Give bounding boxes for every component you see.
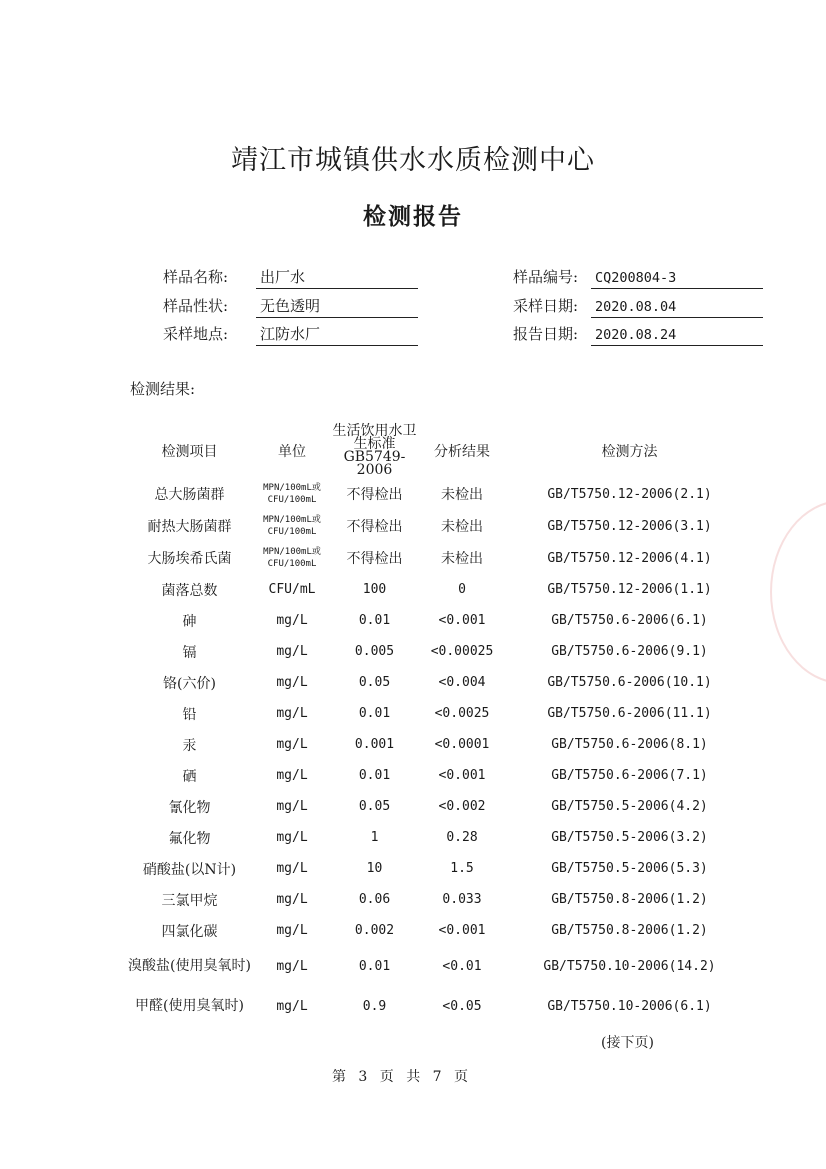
row-method: GB/T5750.12-2006(1.1) bbox=[547, 582, 712, 597]
row-method: GB/T5750.6-2006(10.1) bbox=[547, 675, 712, 690]
row-item: 四氯化碳 bbox=[161, 923, 218, 940]
row-item: 氰化物 bbox=[168, 799, 211, 816]
row-unit: MPN/100mL或CFU/100mL bbox=[263, 515, 321, 537]
continued-note: (接下页) bbox=[601, 1035, 654, 1051]
table-row bbox=[127, 915, 752, 946]
row-result: <0.00025 bbox=[430, 644, 494, 659]
row-method: GB/T5750.5-2006(4.2) bbox=[551, 799, 708, 814]
row-standard: 0.005 bbox=[354, 644, 395, 659]
row-item: 总大肠菌群 bbox=[154, 487, 225, 503]
row-method: GB/T5750.5-2006(3.2) bbox=[551, 830, 708, 845]
report-date-value: 2020.08.24 bbox=[591, 323, 763, 346]
row-result: <0.001 bbox=[438, 613, 486, 628]
row-result: 未检出 bbox=[441, 551, 483, 567]
row-result: 0.28 bbox=[446, 830, 478, 845]
row-method: GB/T5750.6-2006(11.1) bbox=[547, 706, 712, 721]
row-item: 汞 bbox=[182, 737, 197, 754]
header-standard: 生活饮用水卫生标准GB5749-2006 bbox=[332, 423, 417, 478]
row-unit: mg/L bbox=[276, 923, 308, 938]
row-result: <0.0025 bbox=[434, 706, 490, 721]
row-result: <0.01 bbox=[442, 958, 482, 974]
row-item: 铬(六价) bbox=[163, 675, 216, 692]
row-unit: mg/L bbox=[276, 706, 308, 721]
results-section-title: 检测结果: bbox=[130, 380, 196, 398]
table-row bbox=[127, 946, 752, 986]
row-method: GB/T5750.6-2006(8.1) bbox=[551, 737, 708, 752]
row-unit: mg/L bbox=[276, 644, 308, 659]
table-row bbox=[127, 574, 752, 605]
row-method: GB/T5750.10-2006(6.1) bbox=[547, 998, 712, 1014]
table-row bbox=[127, 822, 752, 853]
row-result: <0.002 bbox=[438, 799, 486, 814]
sample-state-value: 无色透明 bbox=[256, 295, 418, 318]
sampling-date-value: 2020.08.04 bbox=[591, 295, 763, 318]
report-date-label: 报告日期: bbox=[512, 325, 578, 343]
results-table bbox=[127, 424, 752, 1026]
row-standard: 0.05 bbox=[358, 675, 391, 690]
table-row bbox=[127, 510, 752, 542]
row-result: <0.0001 bbox=[434, 737, 490, 752]
table-row bbox=[127, 729, 752, 760]
row-item: 菌落总数 bbox=[161, 582, 218, 599]
row-item: 硝酸盐(以N计) bbox=[142, 861, 237, 878]
row-standard: 0.05 bbox=[358, 799, 391, 814]
sample-name-row bbox=[0, 266, 826, 290]
organization-title: 靖江市城镇供水水质检测中心 bbox=[231, 145, 595, 176]
sample-location-row bbox=[0, 323, 826, 347]
table-row bbox=[127, 667, 752, 698]
header-unit: 单位 bbox=[278, 444, 306, 460]
row-unit: MPN/100mL或CFU/100mL bbox=[263, 547, 321, 569]
row-unit: mg/L bbox=[276, 861, 308, 876]
row-method: GB/T5750.8-2006(1.2) bbox=[551, 923, 708, 938]
row-unit: mg/L bbox=[276, 737, 308, 752]
row-item: 甲醛(使用臭氧时) bbox=[135, 997, 244, 1014]
row-item: 溴酸盐(使用臭氧时) bbox=[128, 957, 251, 974]
row-unit: mg/L bbox=[276, 799, 308, 814]
row-standard: 0.06 bbox=[358, 892, 391, 907]
row-result: <0.05 bbox=[442, 998, 482, 1014]
row-method: GB/T5750.6-2006(6.1) bbox=[551, 613, 708, 628]
header-method: 检测方法 bbox=[601, 444, 658, 460]
report-title: 检测报告 bbox=[363, 203, 463, 230]
row-item: 三氯甲烷 bbox=[161, 892, 218, 909]
row-unit: mg/L bbox=[276, 830, 308, 845]
table-row bbox=[127, 698, 752, 729]
row-item: 铅 bbox=[182, 706, 197, 723]
row-result: 0 bbox=[458, 582, 466, 597]
table-row bbox=[127, 986, 752, 1026]
table-row bbox=[127, 605, 752, 636]
table-row bbox=[127, 542, 752, 574]
table-row bbox=[127, 791, 752, 822]
row-result: 未检出 bbox=[441, 487, 483, 503]
row-standard: 不得检出 bbox=[346, 551, 403, 567]
sample-name-label: 样品名称: bbox=[162, 268, 228, 286]
row-standard: 0.01 bbox=[358, 706, 391, 721]
sample-location-label: 采样地点: bbox=[162, 325, 228, 343]
table-row bbox=[127, 478, 752, 510]
row-item: 耐热大肠菌群 bbox=[147, 519, 232, 535]
row-standard: 100 bbox=[362, 582, 387, 597]
row-unit: mg/L bbox=[276, 958, 308, 974]
row-method: GB/T5750.6-2006(7.1) bbox=[551, 768, 708, 783]
faint-seal-stamp bbox=[770, 500, 826, 684]
row-result: <0.001 bbox=[438, 768, 486, 783]
sample-id-value: CQ200804-3 bbox=[591, 266, 763, 289]
header-result: 分析结果 bbox=[434, 444, 490, 460]
row-standard: 不得检出 bbox=[346, 519, 403, 535]
row-unit: mg/L bbox=[276, 892, 308, 907]
sample-location-value: 江防水厂 bbox=[256, 323, 418, 346]
row-result: <0.001 bbox=[438, 923, 486, 938]
row-method: GB/T5750.6-2006(9.1) bbox=[551, 644, 708, 659]
sampling-date-label: 采样日期: bbox=[512, 297, 578, 315]
row-method: GB/T5750.12-2006(4.1) bbox=[547, 550, 712, 566]
table-row bbox=[127, 760, 752, 791]
header-item: 检测项目 bbox=[161, 444, 218, 460]
row-item: 砷 bbox=[182, 613, 197, 630]
row-unit: MPN/100mL或CFU/100mL bbox=[263, 483, 321, 505]
table-row bbox=[127, 853, 752, 884]
row-standard: 1 bbox=[370, 830, 379, 845]
row-standard: 0.01 bbox=[358, 958, 391, 974]
page-number: 第 3 页 共 7 页 bbox=[331, 1069, 469, 1085]
row-method: GB/T5750.12-2006(2.1) bbox=[547, 486, 712, 502]
row-standard: 不得检出 bbox=[346, 487, 403, 503]
row-item: 硒 bbox=[182, 768, 197, 785]
row-standard: 0.01 bbox=[358, 768, 391, 783]
row-result: <0.004 bbox=[438, 675, 486, 690]
row-result: 未检出 bbox=[441, 519, 483, 535]
row-item: 氟化物 bbox=[168, 830, 211, 847]
row-item: 镉 bbox=[182, 644, 197, 661]
row-unit: mg/L bbox=[276, 768, 308, 783]
sample-name-value: 出厂水 bbox=[256, 266, 418, 289]
row-result: 1.5 bbox=[450, 861, 474, 876]
row-method: GB/T5750.8-2006(1.2) bbox=[551, 892, 708, 907]
sample-id-label: 样品编号: bbox=[512, 268, 578, 286]
row-standard: 0.002 bbox=[354, 923, 395, 938]
row-standard: 0.001 bbox=[354, 737, 395, 752]
row-standard: 10 bbox=[366, 861, 383, 876]
row-method: GB/T5750.5-2006(5.3) bbox=[551, 861, 708, 876]
row-standard: 0.9 bbox=[362, 998, 387, 1014]
sample-state-label: 样品性状: bbox=[162, 297, 228, 315]
row-unit: mg/L bbox=[276, 613, 308, 628]
results-header-row bbox=[127, 424, 752, 478]
row-item: 大肠埃希氏菌 bbox=[147, 551, 232, 567]
row-standard: 0.01 bbox=[358, 613, 391, 628]
table-row bbox=[127, 884, 752, 915]
table-row bbox=[127, 636, 752, 667]
sample-state-row bbox=[0, 295, 826, 319]
row-method: GB/T5750.12-2006(3.1) bbox=[547, 518, 712, 534]
row-result: 0.033 bbox=[442, 892, 482, 907]
row-unit: CFU/mL bbox=[268, 582, 316, 597]
row-method: GB/T5750.10-2006(14.2) bbox=[543, 958, 716, 974]
row-unit: mg/L bbox=[276, 675, 308, 690]
row-unit: mg/L bbox=[276, 998, 308, 1014]
